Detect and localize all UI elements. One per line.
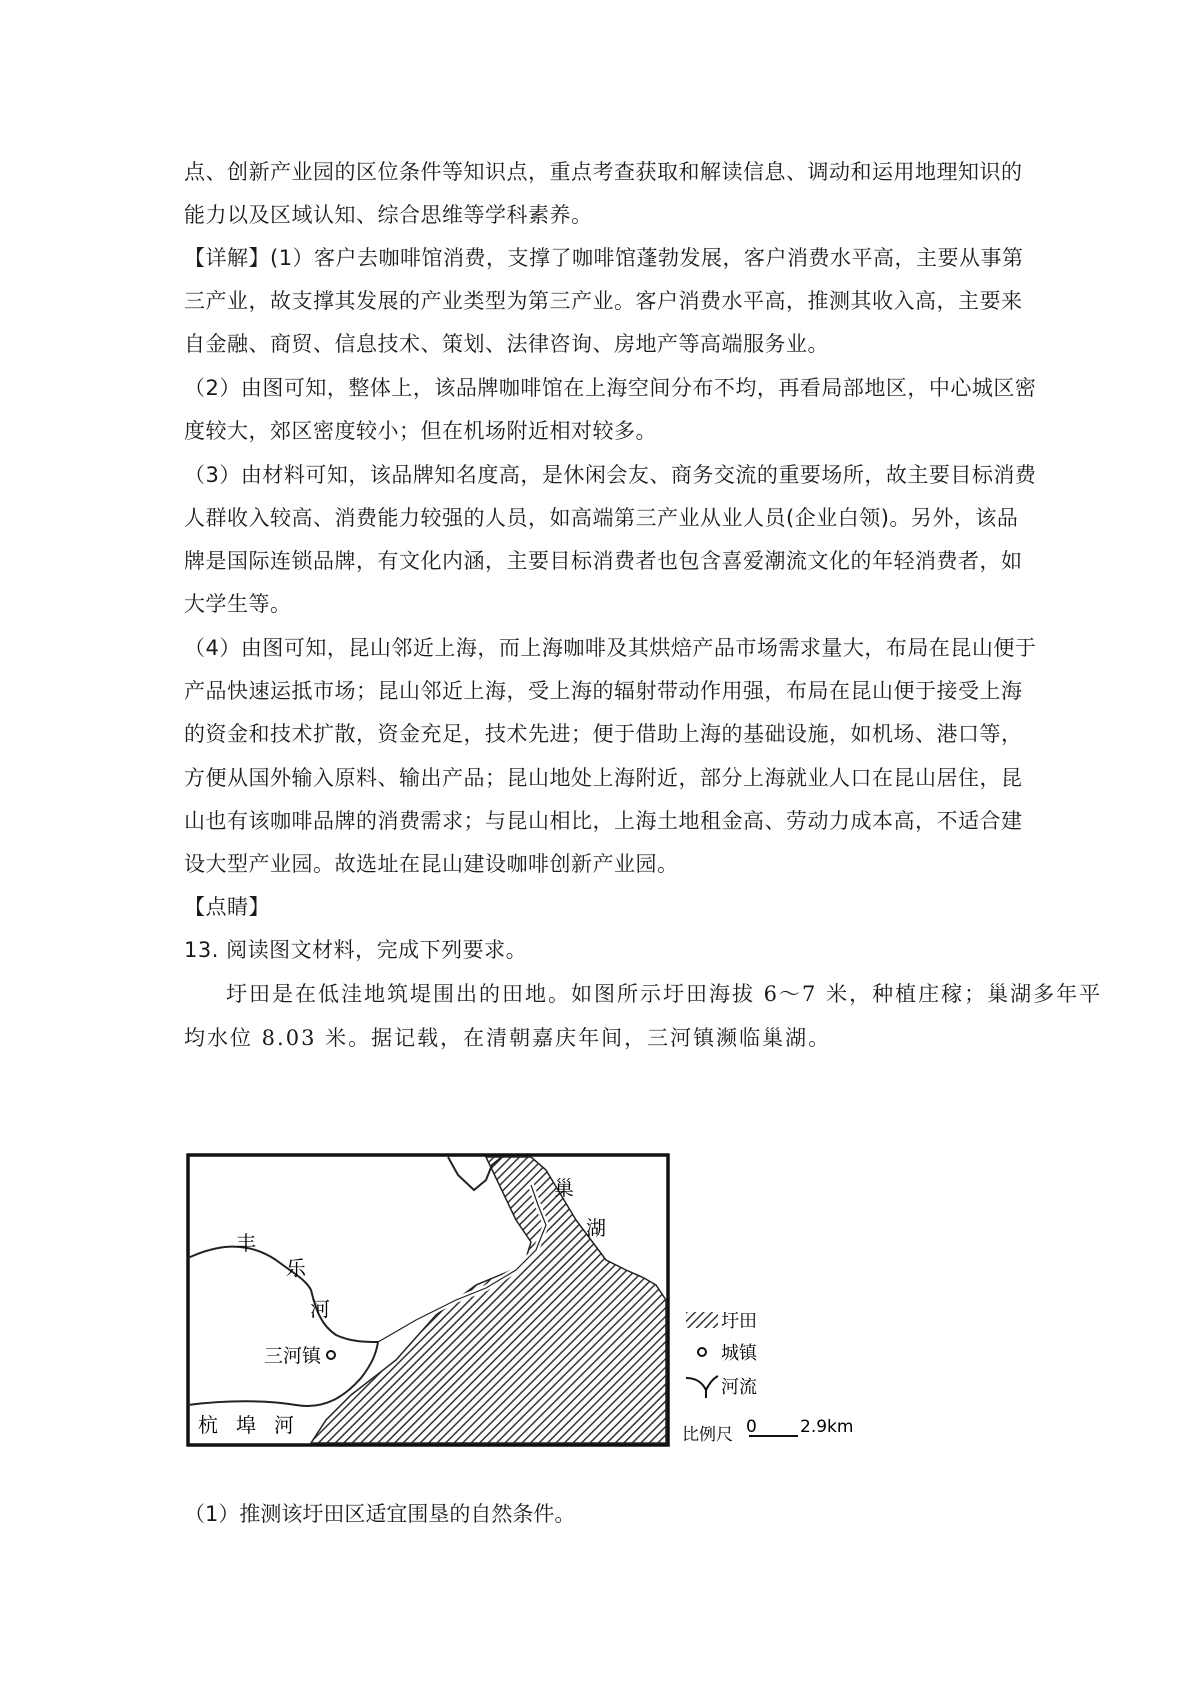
text-line: 牌是国际连锁品牌，有文化内涵，主要目标消费者也包含喜爱潮流文化的年轻消费者，如	[184, 549, 1023, 573]
text-line: 【详解】(1）客户去咖啡馆消费，支撑了咖啡馆蓬勃发展，客户消费水平高，主要从事第	[184, 246, 1024, 270]
scale-zero: 0	[746, 1417, 757, 1437]
material-line: 均水位 8.03 米。据记载，在清朝嘉庆年间，三河镇濒临巢湖。	[184, 1026, 832, 1050]
text-line: 【点睛】	[184, 895, 270, 919]
scale-label: 比例尺	[682, 1425, 733, 1445]
legend-polder-swatch	[686, 1312, 718, 1328]
question-1: （1）推测该圩田区适宜围垦的自然条件。	[184, 1502, 576, 1526]
legend-town-icon	[698, 1348, 706, 1356]
text-line: 方便从国外输入原料、输出产品；昆山地处上海附近，部分上海就业人口在昆山居住，昆	[184, 766, 1023, 790]
lake-label-2: 湖	[586, 1216, 606, 1240]
river-he-label: 河	[310, 1297, 330, 1321]
text-line: 自金融、商贸、信息技术、策划、法律咨询、房地产等高端服务业。	[184, 332, 829, 356]
text-line: 三产业，故支撑其发展的产业类型为第三产业。客户消费水平高，推测其收入高，主要来	[184, 289, 1023, 313]
legend-river-icon	[686, 1376, 718, 1398]
text-line: 大学生等。	[184, 592, 292, 616]
legend-town-label: 城镇	[721, 1343, 757, 1364]
scale-value: 2.9km	[800, 1417, 854, 1437]
polder-map-figure	[186, 1150, 876, 1470]
text-line: （2）由图可知，整体上，该品牌咖啡馆在上海空间分布不均，再看局部地区，中心城区密	[184, 376, 1037, 400]
hangbu-label-2: 埠	[236, 1413, 256, 1437]
text-line: 能力以及区域认知、综合思维等学科素养。	[184, 203, 593, 227]
river-feng-label: 丰	[236, 1231, 256, 1255]
text-line: 设大型产业园。故选址在昆山建设咖啡创新产业园。	[184, 852, 679, 876]
sanhe-town-marker	[327, 1351, 335, 1359]
sanhe-town-label: 三河镇	[264, 1345, 322, 1367]
text-line: （4）由图可知，昆山邻近上海，而上海咖啡及其烘焙产品市场需求量大，布局在昆山便于	[184, 636, 1037, 660]
text-line: 的资金和技术扩散，资金充足，技术先进；便于借助上海的基础设施，如机场、港口等，	[184, 722, 1023, 746]
text-line: 山也有该咖啡品牌的消费需求；与昆山相比，上海土地租金高、劳动力成本高，不适合建	[184, 809, 1023, 833]
river-le-label: 乐	[286, 1256, 306, 1280]
text-line: 点、创新产业园的区位条件等知识点，重点考查获取和解读信息、调动和运用地理知识的	[184, 160, 1023, 184]
legend-polder-label: 圩田	[721, 1311, 757, 1332]
hangbu-label-3: 河	[274, 1413, 294, 1437]
text-line: 度较大，郊区密度较小；但在机场附近相对较多。	[184, 419, 657, 443]
lake-label-1: 巢	[554, 1176, 574, 1200]
text-line: 13. 阅读图文材料，完成下列要求。	[184, 938, 528, 962]
text-line: 产品快速运抵市场；昆山邻近上海，受上海的辐射带动作用强，布局在昆山便于接受上海	[184, 679, 1023, 703]
text-line: 人群收入较高、消费能力较强的人员，如高端第三产业从业人员(企业白领)。另外，该品	[184, 506, 1019, 530]
material-line: 圩田是在低洼地筑堤围出的田地。如图所示圩田海拔 6～7 米，种植庄稼；巢湖多年平	[226, 982, 1103, 1006]
text-line: （3）由材料可知，该品牌知名度高，是休闲会友、商务交流的重要场所，故主要目标消费	[184, 463, 1037, 487]
legend-river-label: 河流	[721, 1377, 757, 1398]
hangbu-label-1: 杭	[198, 1413, 218, 1437]
